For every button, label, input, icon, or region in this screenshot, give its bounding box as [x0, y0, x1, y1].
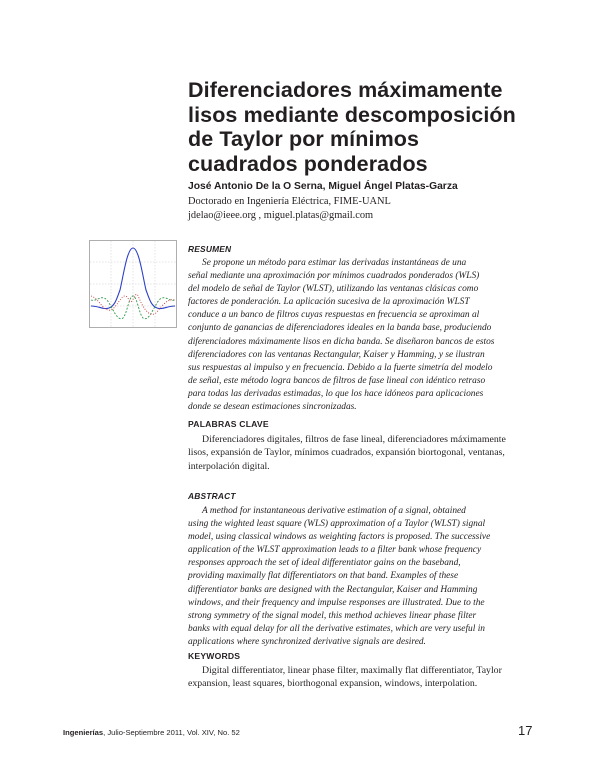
journal-issue: , Julio-Septiembre 2011, Vol. XIV, No. 52	[103, 728, 240, 737]
palabras-clave-line: lisos, expansión de Taylor, mínimos cuadrados, expansión biortogonal, ventanas,	[188, 447, 505, 459]
keywords-heading: KEYWORDS	[188, 651, 241, 661]
palabras-clave-line: Diferenciadores digitales, filtros de fase lineal, diferenciadores máximamente	[202, 434, 506, 445]
journal-footer	[63, 728, 240, 737]
title-line: Diferenciadores máximamente	[188, 78, 503, 102]
author-list: José Antonio De la O Serna, Miguel Ángel Platas-Garza	[188, 181, 458, 192]
journal-name: Ingenierías	[63, 728, 104, 737]
abstract-line: using the wighted least square (WLS) approximation of a Taylor (WLST) signal	[188, 519, 486, 530]
abstract-heading: ABSTRACT	[188, 491, 236, 501]
resumen-line: conduce a un banco de filtros cuyas respuestas en frecuencia se aproximan al	[188, 310, 480, 321]
title-line: de Taylor por mínimos	[188, 127, 420, 151]
resumen-heading: RESUMEN	[188, 244, 232, 254]
abstract-line: banks with equal delay for all the derivative estimates, which are very useful in	[188, 623, 485, 634]
abstract-line: providing maximally flat differentiators on that band. Examples of these	[188, 571, 459, 582]
title-line: cuadrados ponderados	[188, 151, 428, 176]
abstract-line: responses approach the set of ideal differentiator gains on the baseband,	[188, 558, 461, 569]
resumen-body	[188, 257, 530, 414]
abstract-line: strong symmetry of the signal model, this method achieves linear phase filter	[188, 610, 477, 621]
resumen-line: Se propone un método para estimar las derivadas instantáneas de una	[202, 258, 467, 268]
resumen-line: de señal, este método logra bancos de filtros de fase lineal con idéntico retraso	[188, 375, 486, 386]
impulse-response-figure	[89, 240, 177, 328]
resumen-line: diferenciadores máximamente lisos en dicha banda. Se diseñaron bancos de estos	[188, 336, 495, 347]
affiliation: Doctorado en Ingeniería Eléctrica, FIME-UANL	[188, 196, 391, 207]
resumen-line: diferenciadores con las ventanas Rectangular, Kaiser y Hamming, y se ilustran	[188, 349, 485, 360]
abstract-body	[188, 505, 530, 649]
resumen-line: del modelo de señal de Taylor (WLST), utilizando las ventanas clásicas como	[188, 284, 479, 295]
resumen-line: para todas las derivadas estimadas, lo que los hace idóneos para aplicaciones	[188, 388, 484, 399]
abstract-line: A method for instantaneous derivative estimation of a signal, obtained	[202, 506, 466, 516]
abstract-line: model, using classical windows as weighting factors is proposed. The successive	[188, 532, 491, 543]
title-line: lisos mediante descomposición	[188, 102, 516, 127]
abstract-line: windows, and their frequency and impulse responses are illustrated. Due to the	[188, 597, 485, 608]
resumen-line: sus respuestas al impulso y en frecuencia. Debido a la fuerte simetría del modelo	[188, 362, 493, 373]
keywords-line: expansion, least squares, biorthogonal expansion, windows, interpolation.	[188, 678, 478, 690]
page-number: 17	[518, 723, 533, 738]
keywords-line: Digital differentiator, linear phase filter, maximally flat differentiator, Taylor	[202, 665, 502, 676]
author-emails: jdelao@ieee.org , miguel.platas@gmail.com	[188, 210, 374, 221]
palabras-clave-body	[188, 433, 530, 473]
keywords-body	[188, 664, 530, 691]
palabras-clave-heading: PALABRAS CLAVE	[188, 419, 269, 429]
palabras-clave-line: interpolación digital.	[188, 460, 270, 472]
article-title	[188, 78, 548, 176]
abstract-line: application of the WLST approximation leads to a filter bank whose frequency	[188, 545, 482, 556]
resumen-line: donde se desean estimaciones sincronizadas.	[188, 402, 357, 413]
resumen-line: señal mediante una aproximación por mínimos cuadrados ponderados (WLS)	[188, 271, 480, 282]
abstract-line: differentiator banks are designed with the Rectangular, Kaiser and Hamming	[188, 584, 478, 595]
resumen-line: conjunto de ganancias de diferenciadores ideales en la banda base, produciendo	[188, 323, 492, 334]
abstract-line: applications where synchronized derivative signals are desired.	[188, 636, 426, 647]
resumen-line: factores de ponderación. La aplicación sucesiva de la aproximación WLST	[188, 297, 470, 308]
